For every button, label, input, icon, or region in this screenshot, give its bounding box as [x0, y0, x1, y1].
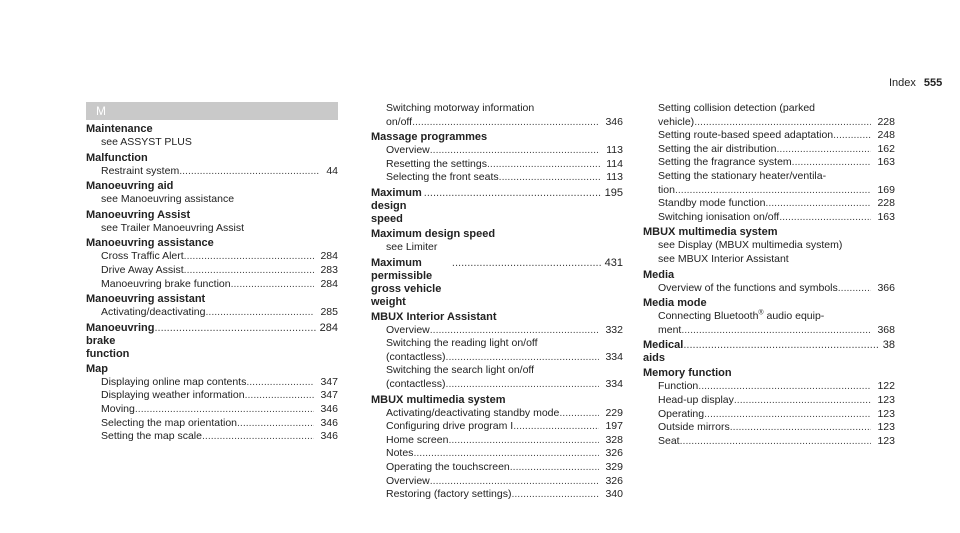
index-subentry: [371, 351, 623, 365]
page-ref: 195: [604, 186, 623, 199]
subentry-text: Setting the fragrance system: [658, 156, 792, 169]
leader-dots: [681, 324, 871, 338]
leader-dots: [424, 187, 601, 200]
index-subentry: [371, 144, 623, 158]
page-ref: 283: [320, 263, 338, 276]
index-term: Media mode: [643, 297, 707, 310]
page-ref: 284: [320, 277, 338, 290]
index-subentry: [371, 461, 623, 475]
subentry-text: see Display (MBUX multimedia system): [658, 239, 843, 252]
leader-dots: [246, 376, 314, 390]
page-ref: 347: [320, 389, 338, 402]
index-term-text: Medical aids: [643, 339, 684, 365]
index-term: [86, 322, 338, 361]
index-subentry: [371, 116, 623, 130]
subentry-text: Setting collision detection (parked: [658, 102, 816, 114]
page-ref: 328: [605, 433, 623, 446]
index-subentry: [371, 447, 623, 461]
leader-dots: [730, 421, 872, 435]
page-ref: 38: [882, 339, 895, 352]
leader-dots: [694, 116, 871, 130]
page-ref: 123: [877, 407, 895, 420]
subentry-text: Home screen: [386, 433, 449, 446]
page-ref: 123: [877, 434, 895, 447]
index-subentry: [643, 421, 895, 435]
page-header: [889, 77, 951, 89]
index-column-1: [86, 102, 338, 444]
page-ref: 347: [320, 375, 338, 388]
page-ref: 113: [606, 144, 623, 157]
leader-dots: [135, 403, 315, 417]
index-term: MBUX multimedia system: [371, 393, 506, 406]
page-ref: 284: [319, 321, 338, 334]
leader-dots: [202, 430, 314, 444]
subentry-text: ment: [658, 323, 682, 336]
page-ref: 326: [605, 447, 623, 460]
leader-dots: [734, 394, 872, 408]
leader-dots: [205, 306, 314, 320]
subentry-text: Setting the stationary heater/ventila-: [658, 169, 827, 182]
subentry-text: Switching the reading light on/off: [386, 337, 538, 350]
leader-dots: [833, 129, 871, 143]
subentry-text: vehicle): [658, 115, 695, 128]
page-ref: 114: [606, 157, 623, 170]
page-ref: 346: [605, 115, 623, 128]
subentry-text: Switching the search light on/off: [386, 364, 535, 377]
page-ref: 123: [877, 421, 895, 434]
index-term: Media: [643, 268, 675, 281]
page-ref: 162: [877, 142, 895, 155]
leader-dots: [184, 250, 315, 264]
subentry-text: Manoeuvring brake function: [101, 277, 231, 290]
page-ref: 334: [605, 377, 623, 390]
index-subentry: [86, 136, 338, 150]
index-subentry: [643, 170, 895, 184]
leader-dots: [559, 407, 599, 421]
index-subentry: [371, 337, 623, 351]
leader-dots: [487, 158, 600, 172]
index-term: MBUX Interior Assistant: [371, 310, 497, 323]
index-subentry: [643, 435, 895, 449]
subentry-text: Configuring drive program I: [386, 420, 514, 433]
leader-dots: [779, 211, 871, 225]
leader-dots: [698, 380, 871, 394]
index-subentry: [643, 310, 895, 324]
leader-dots: [704, 408, 871, 422]
index-subentry: [86, 264, 338, 278]
index-subentry: [643, 239, 895, 253]
subentry-text: see ASSYST PLUS: [101, 136, 192, 148]
leader-dots: [792, 156, 872, 170]
index-term-text: Maximum permissible gross vehicle weight: [371, 256, 442, 308]
page-ref: 284: [320, 250, 338, 263]
subentry-text: on/off: [386, 115, 413, 128]
index-term: Manoeuvring Assist: [86, 208, 191, 221]
index-subentry: [371, 378, 623, 392]
index-subentry: [371, 102, 623, 116]
page-ref: 163: [877, 210, 895, 223]
index-subentry: [371, 420, 623, 434]
leader-dots: [675, 184, 872, 198]
index-term: [371, 187, 623, 226]
index-column-3: [643, 102, 895, 448]
index-subentry: [643, 197, 895, 211]
subentry-text: Selecting the map orientation: [101, 416, 238, 429]
leader-dots: [838, 282, 872, 296]
subentry-text: (contactless): [386, 350, 446, 363]
page-ref: 197: [605, 420, 623, 433]
index-subentry: [643, 253, 895, 267]
page-ref: 122: [877, 380, 895, 393]
subentry-text: see Trailer Manoeuvring Assist: [101, 221, 244, 234]
index-subentry: [643, 184, 895, 198]
subentry-text: Operating: [658, 407, 705, 420]
leader-dots: [765, 197, 871, 211]
page-number: 555: [923, 77, 943, 89]
index-subentry: [643, 129, 895, 143]
index-subentry: [371, 488, 623, 502]
page-ref: 229: [605, 406, 623, 419]
index-subentry: [643, 380, 895, 394]
index-term: Memory function: [643, 367, 732, 380]
page-ref: 346: [320, 430, 338, 443]
subentry-text: Function: [658, 380, 699, 393]
page-ref: 332: [605, 323, 623, 336]
page-ref: 368: [877, 323, 895, 336]
index-subentry: [86, 389, 338, 403]
page-ref: 113: [606, 171, 623, 184]
index-term: Manoeuvring aid: [86, 180, 174, 193]
subentry-text: Activating/deactivating standby mode: [386, 406, 560, 419]
index-subentry: [643, 116, 895, 130]
index-term: [643, 339, 895, 365]
subentry-text: Restraint system: [101, 164, 180, 177]
page-ref: 123: [877, 393, 895, 406]
subentry-text: Overview: [386, 144, 430, 157]
subentry-text: Displaying online map contents: [101, 375, 247, 388]
index-subentry: [371, 407, 623, 421]
index-term: Maximum design speed: [371, 227, 496, 240]
index-term-text: Manoeuvring brake function: [86, 321, 155, 360]
subentry-text: Activating/deactivating: [101, 306, 206, 319]
index-term: Manoeuvring assistance: [86, 237, 214, 250]
page-ref: 163: [877, 156, 895, 169]
subentry-text: Selecting the front seats: [386, 171, 499, 184]
page-ref: 248: [877, 129, 895, 142]
index-subentry: [86, 306, 338, 320]
index-subentry: [643, 282, 895, 296]
page-ref: 340: [605, 488, 623, 501]
index-subentry: [643, 211, 895, 225]
page-ref: 326: [605, 474, 623, 487]
leader-dots: [448, 434, 599, 448]
index-term-text: Maximum design speed: [371, 186, 422, 225]
leader-dots: [446, 351, 600, 365]
subentry-text: Switching motorway information: [386, 102, 535, 114]
section-label: Index: [889, 77, 916, 89]
leader-dots: [184, 264, 315, 278]
index-subentry: [643, 143, 895, 157]
subentry-text: Setting the map scale: [101, 430, 202, 443]
leader-dots: [680, 435, 872, 449]
subentry-text: Drive Away Assist: [101, 263, 184, 276]
index-subentry: [86, 430, 338, 444]
index-term: Malfunction: [86, 151, 148, 164]
page-ref: 285: [320, 306, 338, 319]
index-subentry: [86, 376, 338, 390]
leader-dots: [245, 389, 315, 403]
index-subentry: [643, 156, 895, 170]
subentry-text: tion: [658, 183, 675, 196]
index-term: Maintenance: [86, 123, 153, 135]
subentry-text: Connecting Bluetooth® audio equip-: [658, 309, 825, 323]
index-subentry: [86, 403, 338, 417]
index-term: Massage programmes: [371, 131, 488, 144]
index-column-2: [371, 102, 623, 502]
index-subentry: [643, 394, 895, 408]
leader-dots: [513, 420, 599, 434]
index-subentry: [371, 158, 623, 172]
subentry-text: Standby mode function: [658, 197, 766, 210]
index-subentry: [643, 102, 895, 116]
index-subentry: [643, 324, 895, 338]
index-subentry: [371, 434, 623, 448]
subentry-text: see MBUX Interior Assistant: [658, 252, 789, 265]
subentry-text: Seat: [658, 434, 680, 447]
subentry-text: Head-up display: [658, 393, 734, 406]
subentry-text: Displaying weather information: [101, 389, 245, 402]
leader-dots: [452, 257, 601, 270]
subentry-text: Notes: [386, 447, 414, 460]
page-ref: 169: [877, 183, 895, 196]
index-subentry: [371, 241, 623, 255]
leader-dots: [237, 417, 314, 431]
index-subentry: [86, 417, 338, 431]
subentry-text: see Manoeuvring assistance: [101, 193, 235, 206]
subentry-text: Overview: [386, 323, 430, 336]
index-subentry: [86, 193, 338, 207]
subentry-text: Switching ionisation on/off: [658, 210, 780, 223]
leader-dots: [510, 461, 600, 475]
page-ref: 334: [605, 350, 623, 363]
subentry-text: Resetting the settings: [386, 157, 487, 170]
letter-heading: M: [86, 102, 338, 120]
index-subentry: [86, 250, 338, 264]
subentry-text: Setting route-based speed adaptation: [658, 129, 834, 142]
leader-dots: [430, 144, 600, 158]
subentry-text: Moving: [101, 402, 135, 415]
subentry-text: Overview of the functions and symbols: [658, 281, 838, 294]
subentry-text: see Limiter: [386, 240, 438, 253]
subentry-text: Cross Traffic Alert: [101, 250, 184, 263]
leader-dots: [231, 278, 315, 292]
index-term: [371, 257, 623, 309]
subentry-text: Overview: [386, 474, 430, 487]
index-subentry: [86, 278, 338, 292]
leader-dots: [499, 171, 601, 185]
index-subentry: [371, 475, 623, 489]
subentry-text: Restoring (factory settings): [386, 488, 512, 501]
page-ref: 228: [877, 115, 895, 128]
subentry-text: Setting the air distribution: [658, 142, 777, 155]
index-subentry: [86, 222, 338, 236]
index-subentry: [371, 364, 623, 378]
page-ref: 44: [326, 164, 338, 177]
leader-dots: [412, 116, 599, 130]
leader-dots: [511, 488, 599, 502]
page-ref: 366: [877, 281, 895, 294]
index-subentry: [371, 324, 623, 338]
leader-dots: [683, 339, 878, 352]
index-subentry: [86, 165, 338, 179]
leader-dots: [776, 143, 871, 157]
subentry-text: Outside mirrors: [658, 421, 730, 434]
index-term: MBUX multimedia system: [643, 226, 778, 239]
index-subentry: [371, 171, 623, 185]
page-ref: 431: [604, 256, 623, 269]
page-ref: 346: [320, 402, 338, 415]
index-term: Map: [86, 362, 108, 375]
leader-dots: [179, 165, 320, 179]
page-ref: 228: [877, 197, 895, 210]
leader-dots: [413, 447, 599, 461]
index-term: Manoeuvring assistant: [86, 293, 206, 306]
subentry-text: Operating the touchscreen: [386, 460, 510, 473]
page-ref: 346: [320, 416, 338, 429]
leader-dots: [446, 378, 600, 392]
leader-dots: [154, 322, 315, 335]
page-ref: 329: [605, 460, 623, 473]
index-subentry: [643, 408, 895, 422]
leader-dots: [430, 475, 600, 489]
leader-dots: [430, 324, 600, 338]
subentry-text: (contactless): [386, 377, 446, 390]
